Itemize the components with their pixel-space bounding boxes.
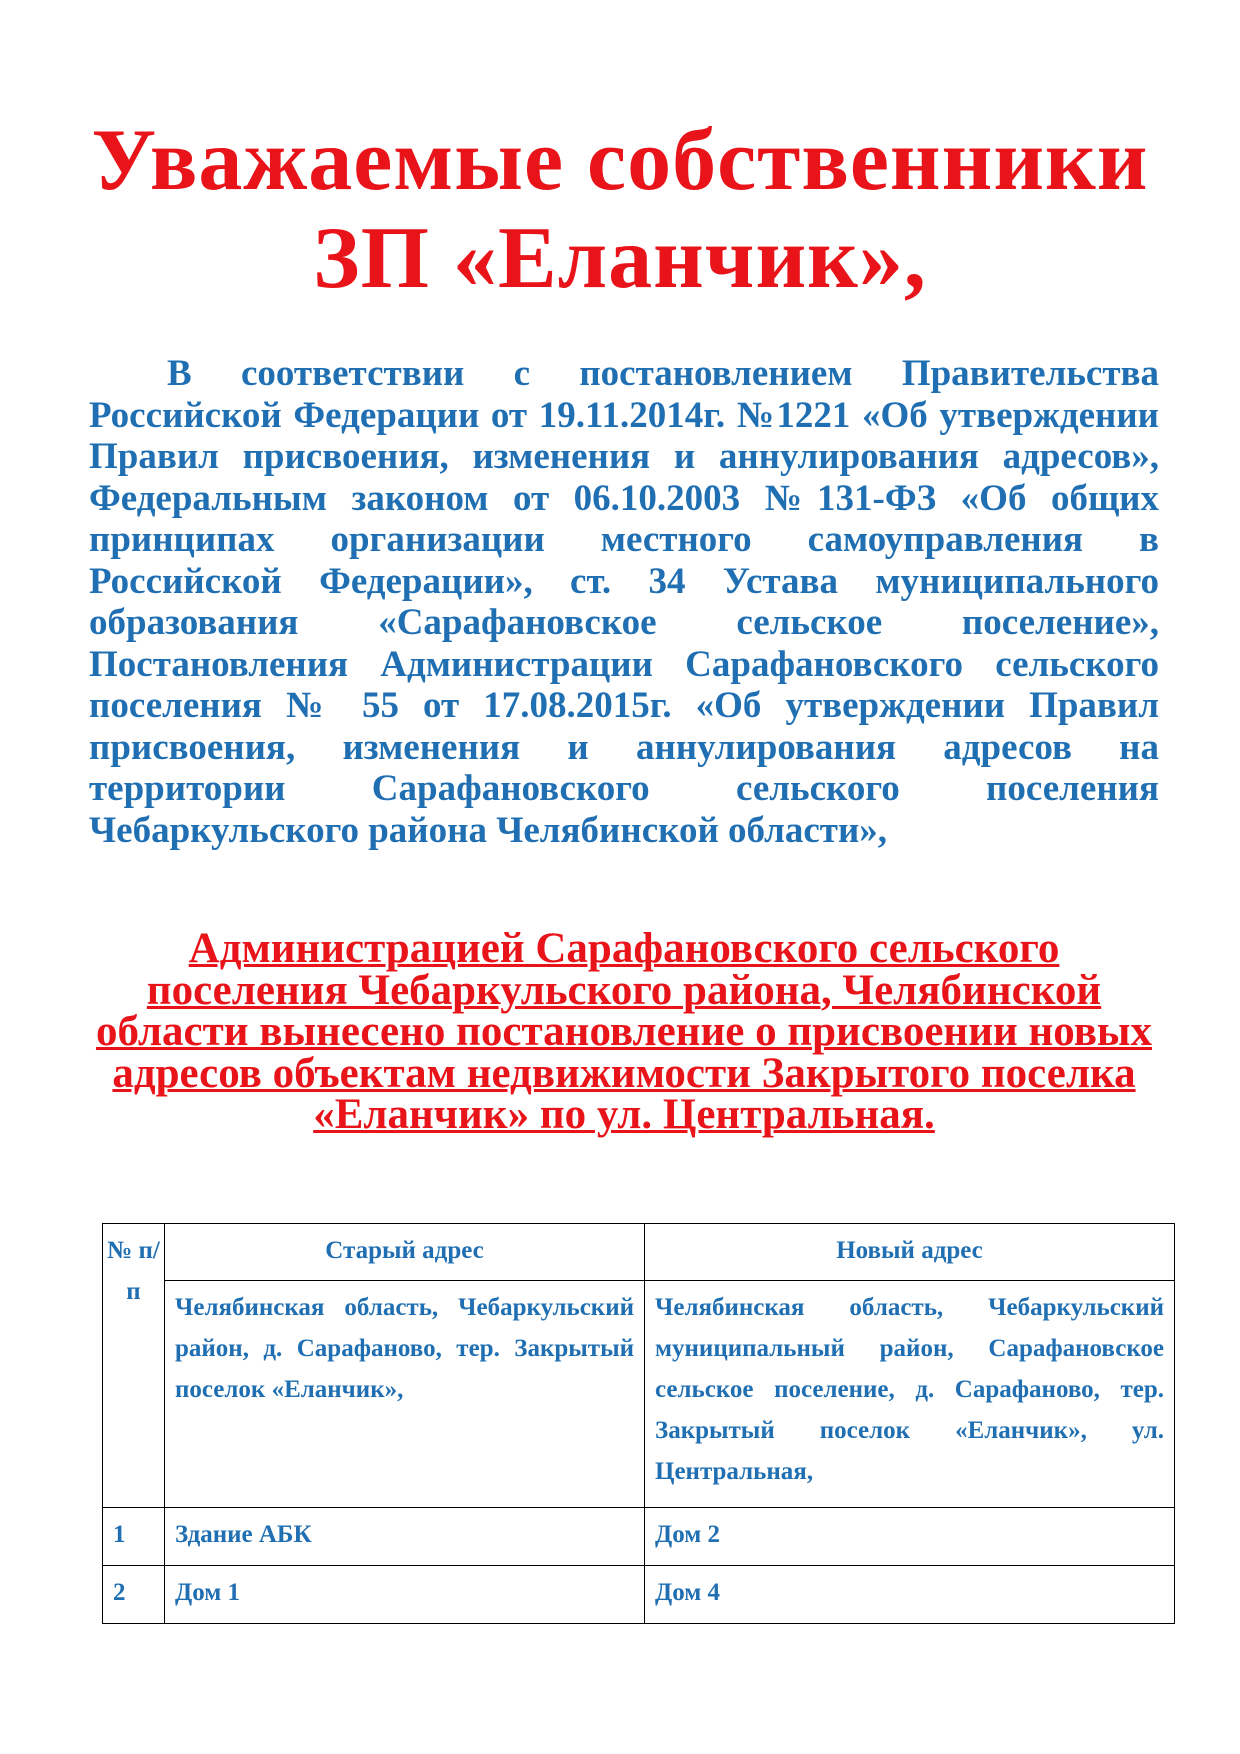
header-old-address: Старый адрес bbox=[165, 1224, 645, 1281]
row-old-address: Здание АБК bbox=[165, 1508, 645, 1566]
notice-paragraph: Администрацией Сарафановского сельского поселения Чебаркульского района, Челябинской области вынесено постановление о присвоении новых адресов объектам недвижимости Закрытого поселка «Еланчик» по ул. Центральная. bbox=[95, 925, 1153, 1138]
row-number: 2 bbox=[103, 1566, 165, 1624]
page-title bbox=[60, 112, 1180, 308]
header-new-address: Новый адрес bbox=[645, 1224, 1175, 1281]
old-base-address: Челябинская область, Чебаркульский район, д. Сарафаново, тер. Закрытый поселок «Еланчик», bbox=[165, 1281, 645, 1508]
row-old-address: Дом 1 bbox=[165, 1566, 645, 1624]
row-new-address: Дом 4 bbox=[645, 1566, 1175, 1624]
table-row bbox=[103, 1508, 1175, 1566]
address-table bbox=[102, 1223, 1175, 1624]
table-base-address-row bbox=[103, 1281, 1175, 1508]
table-row bbox=[103, 1566, 1175, 1624]
title-line-1: Уважаемые собственники bbox=[91, 112, 1149, 209]
row-number: 1 bbox=[103, 1508, 165, 1566]
intro-paragraph: В соответствии с постановлением Правительства Российской Федерации от 19.11.2014г. №1221 «Об утверждении Правил присвоения, изменения и аннулирования адресов», Федеральным законом от 06.10.2003 №131-ФЗ «Об общих принципах организации местного самоуправления в Российской Федерации», ст. 34 Устава муниципального образования «Сарафановское сельское поселение», Постановления Администрации Сарафановского сельского поселения № 55 от 17.08.2015г. «Об утверждении Правил присвоения, изменения и аннулирования адресов на территории Сарафановского сельского поселения Чебаркульского района Челябинской области», bbox=[89, 353, 1159, 851]
row-new-address: Дом 2 bbox=[645, 1508, 1175, 1566]
new-base-address: Челябинская область, Чебаркульский муниципальный район, Сарафановское сельское поселение, д. Сарафаново, тер. Закрытый поселок «Еланчик», ул. Центральная, bbox=[645, 1281, 1175, 1508]
table-header-row bbox=[103, 1224, 1175, 1281]
title-line-2: ЗП «Еланчик», bbox=[313, 210, 927, 307]
header-number: № п/п bbox=[103, 1224, 165, 1508]
